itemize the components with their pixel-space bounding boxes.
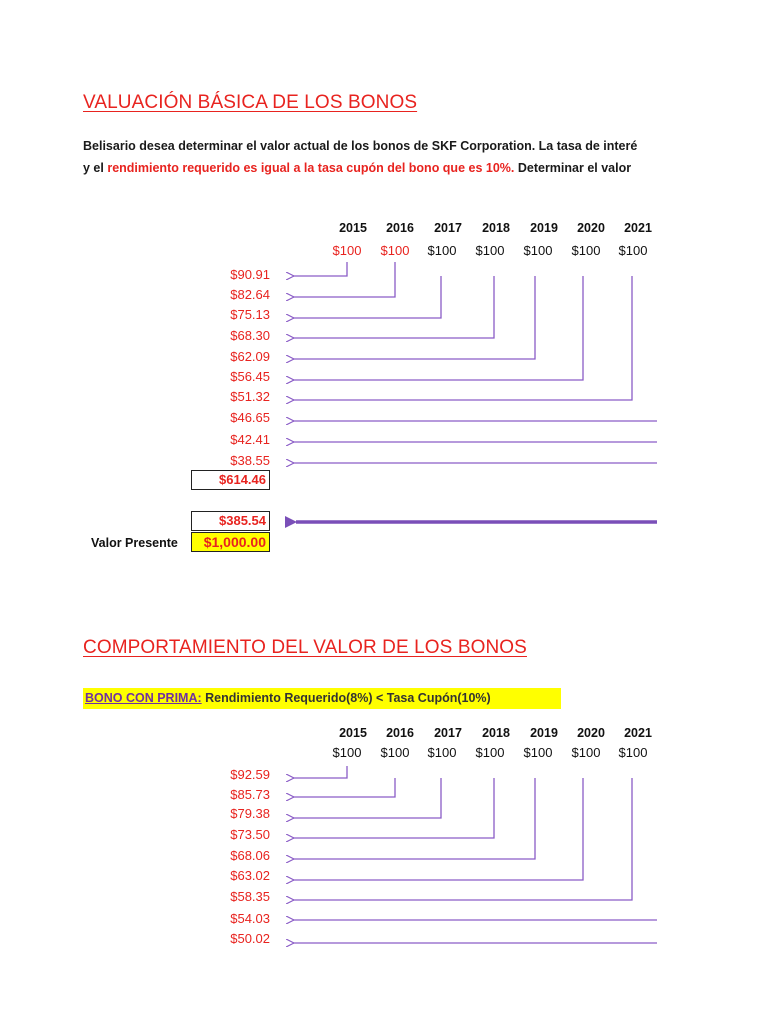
year-2018: 2018: [482, 221, 510, 235]
year-2019: 2019: [530, 221, 558, 235]
valor-presente-label: Valor Presente: [91, 536, 178, 550]
payment-2015: $100: [332, 243, 362, 258]
year-2016: 2016: [386, 221, 414, 235]
year-2020: 2020: [577, 726, 605, 740]
arrow-2020: [293, 778, 583, 880]
year-2019: 2019: [530, 726, 558, 740]
year-2020: 2020: [577, 221, 605, 235]
line2-prefix: y el: [83, 161, 108, 175]
pv-value: $51.32: [230, 389, 270, 404]
pv-value: $79.38: [230, 806, 270, 821]
principal-pv-cell: $385.54: [191, 511, 270, 531]
pv-value: $56.45: [230, 369, 270, 384]
arrow-2016: [293, 778, 395, 797]
payment-2017: $100: [427, 243, 457, 258]
pv-value: $50.02: [230, 931, 270, 946]
pv-value: $62.09: [230, 349, 270, 364]
problem-statement-line1: Belisario desea determinar el valor actual de los bonos de SKF Corporation. La tasa de interé: [83, 139, 638, 153]
payment-2017: $100: [427, 745, 457, 760]
banner-label: BONO CON PRIMA:: [85, 691, 202, 705]
pv-value: $46.65: [230, 410, 270, 425]
section1-title: VALUACIÓN BÁSICA DE LOS BONOS: [83, 92, 418, 113]
pv-value: $85.73: [230, 787, 270, 802]
valor-presente-cell: $1,000.00: [191, 532, 270, 552]
arrow-2021: [293, 778, 632, 900]
line2-highlight: rendimiento requerido es igual a la tasa cupón del bono que es 10%.: [107, 161, 515, 175]
pv-value: $58.35: [230, 889, 270, 904]
payment-2020: $100: [571, 243, 601, 258]
pv-value: $90.91: [230, 267, 270, 282]
payment-2018: $100: [475, 745, 505, 760]
pv-value: $82.64: [230, 287, 270, 302]
pv-value: $42.41: [230, 432, 270, 447]
section2-title: COMPORTAMIENTO DEL VALOR DE LOS BONOS: [83, 637, 527, 658]
pv-value: $92.59: [230, 767, 270, 782]
banner-text: Rendimiento Requerido(8%) < Tasa Cupón(10%): [201, 691, 491, 705]
payment-2021: $100: [618, 745, 648, 760]
arrow-2015: [293, 766, 347, 778]
year-2021: 2021: [624, 221, 652, 235]
pv-value: $63.02: [230, 868, 270, 883]
year-2015: 2015: [339, 726, 367, 740]
year-2015: 2015: [339, 221, 367, 235]
payment-2018: $100: [475, 243, 505, 258]
pv-value: $75.13: [230, 307, 270, 322]
payment-2015: $100: [332, 745, 362, 760]
pv-subtotal-cell: $614.46: [191, 470, 270, 490]
line2-suffix: Determinar el valor: [514, 161, 632, 175]
payment-2019: $100: [523, 243, 553, 258]
year-2016: 2016: [386, 726, 414, 740]
pv-value: $68.30: [230, 328, 270, 343]
pv-value: $68.06: [230, 848, 270, 863]
year-2018: 2018: [482, 726, 510, 740]
payment-2021: $100: [618, 243, 648, 258]
arrow-2017: [293, 778, 441, 818]
arrow-2018: [293, 778, 494, 838]
payment-2020: $100: [571, 745, 601, 760]
payment-2016: $100: [380, 745, 410, 760]
payment-2016: $100: [380, 243, 410, 258]
pv-value: $54.03: [230, 911, 270, 926]
year-2017: 2017: [434, 726, 462, 740]
year-2017: 2017: [434, 221, 462, 235]
pv-value: $73.50: [230, 827, 270, 842]
payment-2019: $100: [523, 745, 553, 760]
year-2021: 2021: [624, 726, 652, 740]
pv-value: $38.55: [230, 453, 270, 468]
